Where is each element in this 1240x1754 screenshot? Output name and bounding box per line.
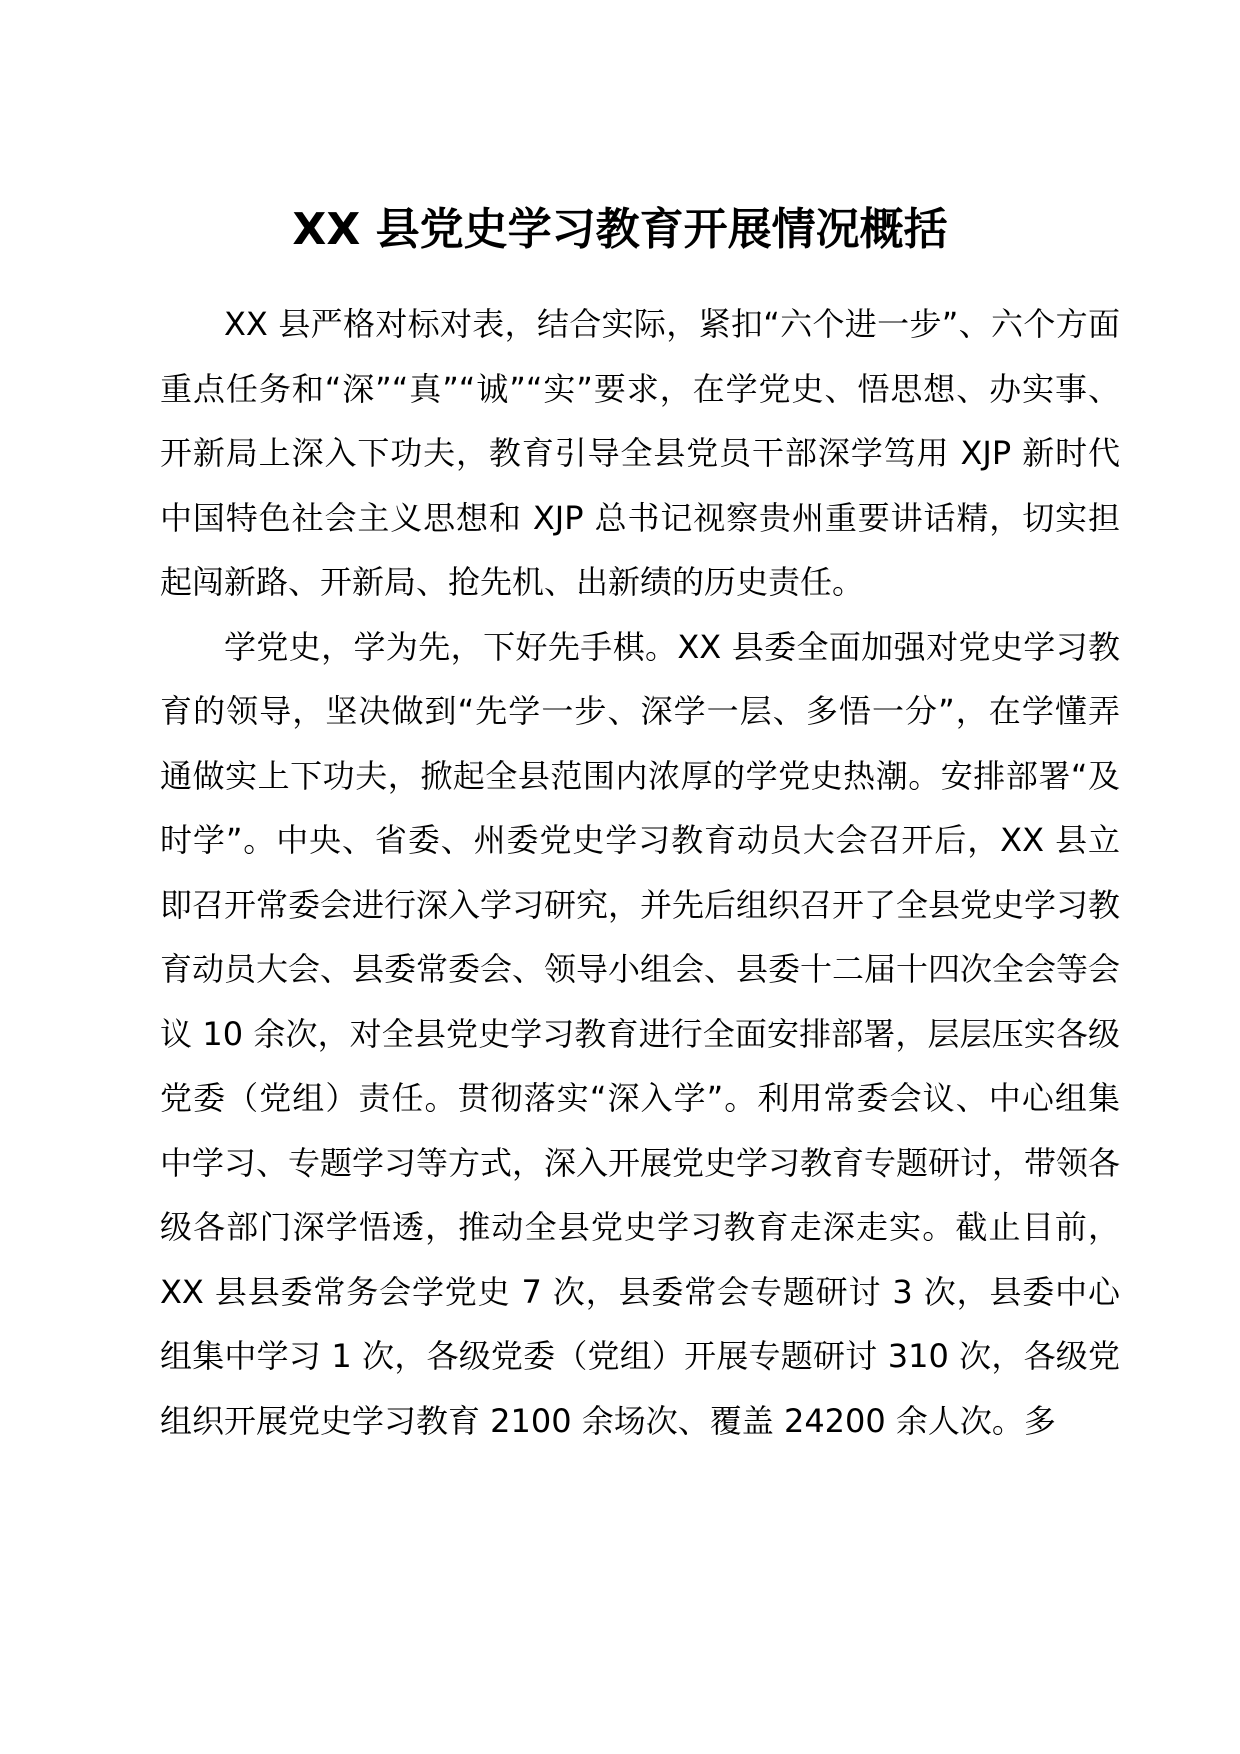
document-title: XX 县党史学习教育开展情况概括 bbox=[292, 204, 948, 255]
paragraph-study-first: 学党史，学为先，下好先手棋。XX 县委全面加强对党史学习教育的领导，坚决做到“先学一步、深学一层、多悟一分”，在学懂弄通做实上下功夫，掀起全县范围内浓厚的学党史热潮。安排部署“及时学”。中央、省委、州委党史学习教育动员大会召开后，XX 县立即召开常委会进行深入学习研究，并先后组织召开了全县党史学习教育动员大会、县委常委会、领导小组会、县委十二届十四次全会等会议 10 余次，对全县党史学习教育进行全面安排部署，层层压实各级党委（党组）责任。贯彻落实“深入学”。利用常委会议、中心组集中学习、专题学习等方式，深入开展党史学习教育专题研讨，带领各级各部门深学悟透，推动全县党史学习教育走深走实。截止目前，XX 县县委常务会学党史 7 次，县委常会专题研讨 3 次，县委中心组集中学习 1 次，各级党委（党组）开展专题研讨 310 次，各级党组织开展党史学习教育 2100 余场次、覆盖 24200 余人次。多 bbox=[160, 627, 1121, 1440]
paragraph-intro: XX 县严格对标对表，结合实际，紧扣“六个进一步”、六个方面重点任务和“深”“真”“诚”“实”要求，在学党史、悟思想、办实事、开新局上深入下功夫，教育引导全县党员干部深学笃用 XJP 新时代中国特色社会主义思想和 XJP 总书记视察贵州重要讲话精，切实担起闯新路、开新局、抢先机、出新绩的历史责任。 bbox=[160, 305, 1120, 601]
document-body bbox=[160, 292, 1120, 1453]
